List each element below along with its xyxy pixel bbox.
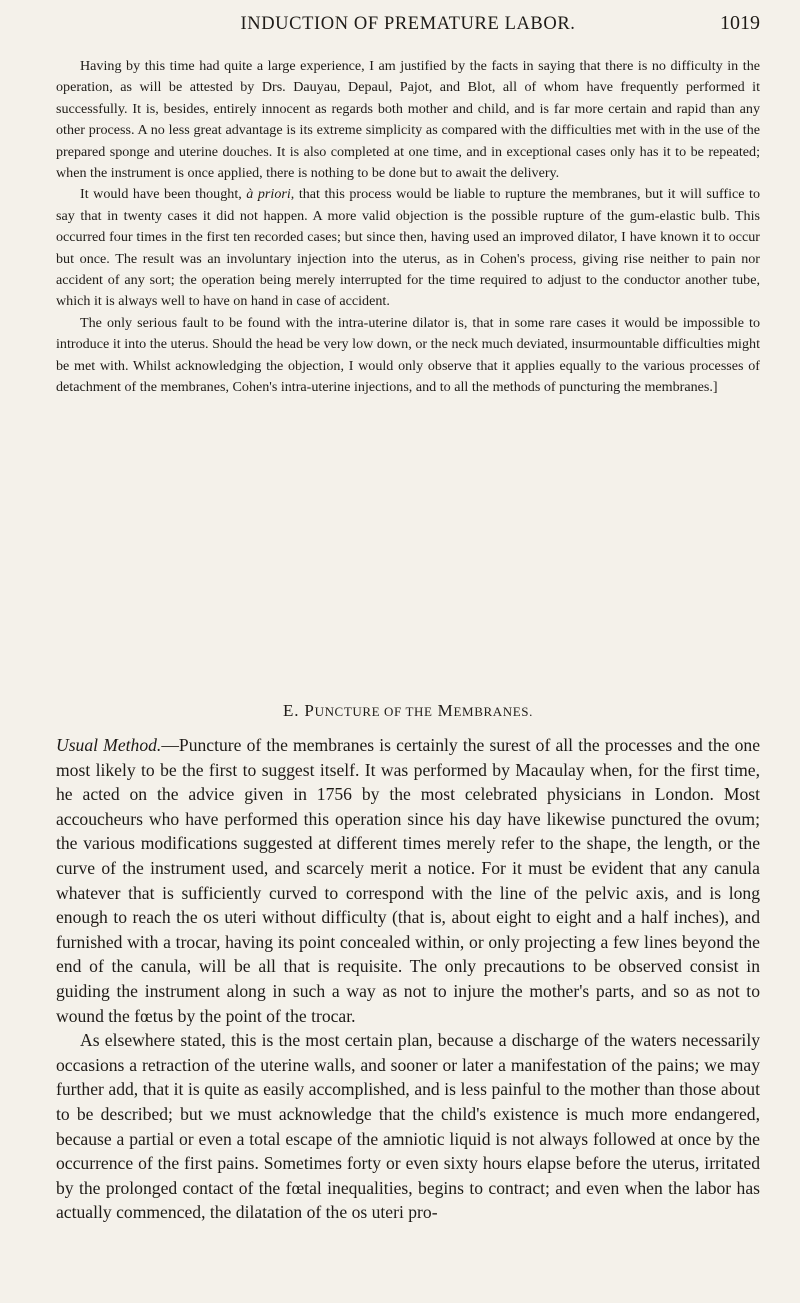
paragraph: Having by this time had quite a large experience, I am justified by the facts in saying that there is no difficulty in the operation, as will be attested by Drs. Dauyau, Depaul, Pajot, and Blot, all of whom have frequently performed it successfully. It is, besides, entirely innocent as regards both mother and child, and is far more certain and rapid than any other process. A no less great advantage is its extreme simplicity as compared with the difficulties met with in the use of the prepared sponge and uterine douches. It is also completed at one time, and in exceptional cases only has it to be repeated; when the instrument is once applied, there is nothing to be done but to await the delivery.	[56, 58, 760, 182]
section-heading	[56, 701, 760, 721]
main-text	[56, 733, 760, 1225]
italic-phrase: à priori	[246, 186, 291, 203]
section-title: PUNCTURE OF THE MEMBRANES.	[304, 701, 533, 720]
paragraph: Usual Method.—Puncture of the membranes is certainly the surest of all the processes and the one most likely to be the first to suggest itself. It was performed by Macaulay when, for the first time, he acted on the advice given in 1756 by the most celebrated physicians in London. Most accoucheurs who have performed this operation since his day have likewise punctured the ovum; the various modifications suggested at different times merely refer to the shape, the length, or the curve of the instrument used, and scarcely merit a notice. For it must be evident that any canula whatever that is sufficiently curved to correspond with the line of the pelvic axis, and is long enough to reach the os uteri without difficulty (that is, about eight to eight and a half inches), and furnished with a trocar, having its point concealed within, or only projecting a few lines beyond the end of the canula, will be all that is requisite. The only precautions to be observed consist in guiding the instrument along in such a way as not to injure the mother's parts, and so as not to wound the fœtus by the point of the trocar.	[56, 735, 761, 1026]
running-title: INDUCTION OF PREMATURE LABOR.	[240, 14, 576, 34]
bracketed-small-text	[56, 56, 760, 399]
page-header	[56, 14, 760, 42]
page-number: 1019	[720, 12, 760, 34]
paragraph: It would have been thought, à priori, that this process would be liable to rupture the membranes, but it will suffice to say that in twenty cases it did not happen. A more valid objection is the possible rupture of the gum-elastic bulb. This occurred four times in the first ten recorded cases; but since then, having used an improved dilator, I have known it to occur but once. The result was an involuntary injection into the uterus, as in Cohen's process, giving rise neither to pain nor accident of any sort; the operation being merely interrupted for the time required to adjust to the conductor another tube, which it is always well to have on hand in case of accident.	[56, 186, 761, 310]
subheading-usual-method: Usual Method.	[56, 735, 162, 755]
section-letter: E.	[283, 701, 300, 720]
paragraph: The only serious fault to be found with the intra-uterine dilator is, that in some rare cases it would be impossible to introduce it into the uterus. Should the head be very low down, or the neck much deviated, insurmountable difficulties might be met with. Whilst acknowledging the objection, I would only observe that it applies equally to the various processes of detachment of the membranes, Cohen's intra-uterine injections, and to all the methods of puncturing the membranes.]	[56, 314, 760, 396]
paragraph: As elsewhere stated, this is the most certain plan, because a discharge of the waters necessarily occasions a retraction of the uterine walls, and sooner or later a manifestation of the pains; we may further add, that it is quite as easily accomplished, and is less painful to the mother than those about to be described; but we must acknowledge that the child's existence is much more endangered, because a partial or even a total escape of the amniotic liquid is not always followed at once by the occurrence of the first pains. Sometimes forty or even sixty hours elapse before the uterus, irritated by the prolonged contact of the fœtal inequalities, begins to contract; and even when the labor has actually commenced, the dilatation of the os uteri pro-	[56, 1030, 760, 1223]
